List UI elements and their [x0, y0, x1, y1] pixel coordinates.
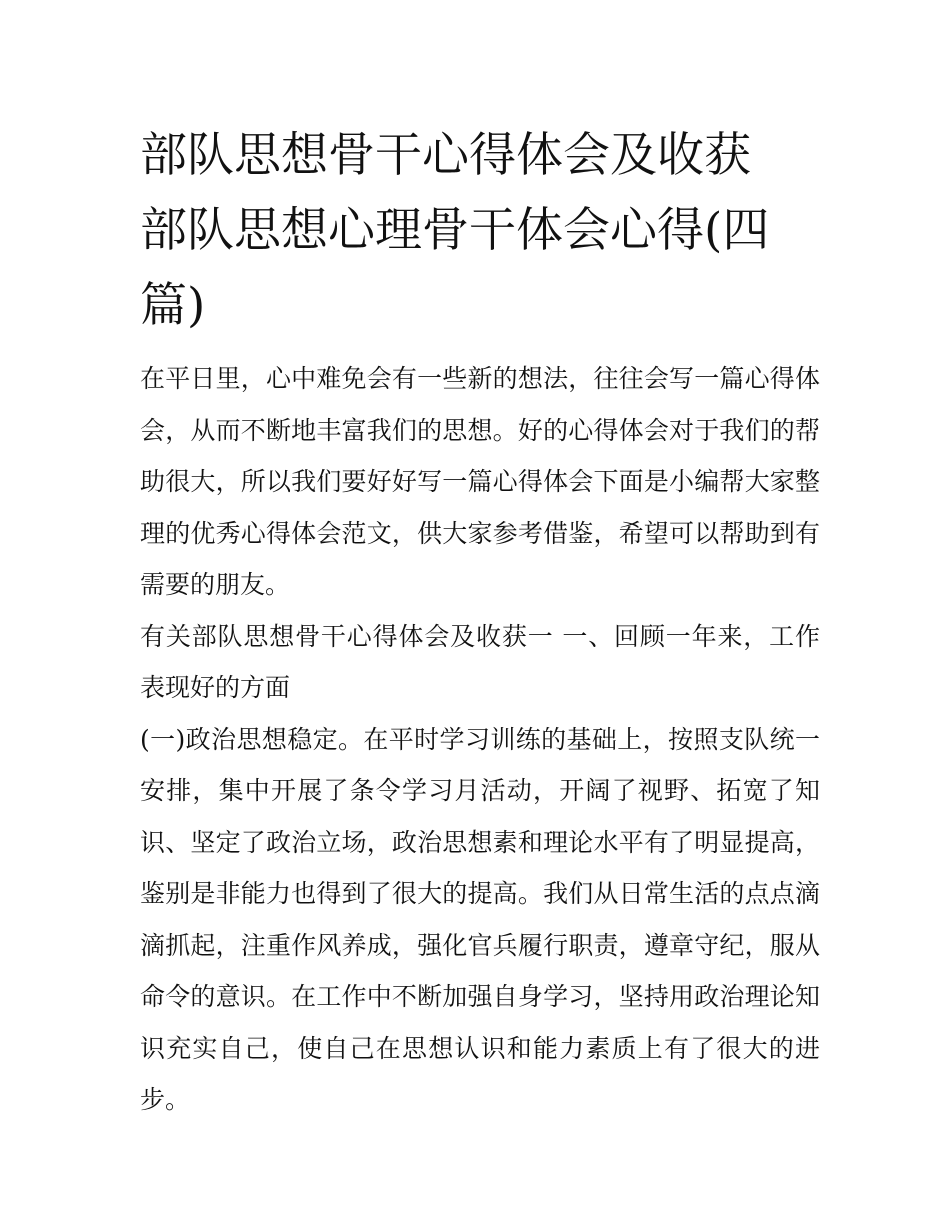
body-paragraph: (一)政治思想稳定。在平时学习训练的基础上，按照支队统一安排，集中开展了条令学习月活动，开阔了视野、拓宽了知识、坚定了政治立场，政治思想素和理论水平有了明显提高，鉴别是非能力也得到了很大的提高。我们从日常生活的点点滴滴抓起，注重作风养成，强化官兵履行职责，遵章守纪，服从命令的意识。在工作中不断加强自身学习，坚持用政治理论知识充实自己，使自己在思想认识和能力素质上有了很大的进步。	[140, 724, 820, 1114]
title-line-3: 篇)	[140, 278, 206, 333]
title-line-1: 部队思想骨干心得体会及收获	[140, 128, 751, 183]
document-title	[140, 118, 820, 343]
section-heading-paragraph: 有关部队思想骨干心得体会及收获一 一、回顾一年来，工作表现好的方面	[140, 621, 820, 702]
title-line-2: 部队思想心理骨干体会心得(四	[140, 203, 770, 258]
document-page	[140, 118, 820, 1126]
intro-paragraph: 在平日里，心中难免会有一些新的想法，往往会写一篇心得体会，从而不断地丰富我们的思想。好的心得体会对于我们的帮助很大，所以我们要好好写一篇心得体会下面是小编帮大家整理的优秀心得体会范文，供大家参考借鉴，希望可以帮助到有需要的朋友。	[140, 364, 820, 599]
